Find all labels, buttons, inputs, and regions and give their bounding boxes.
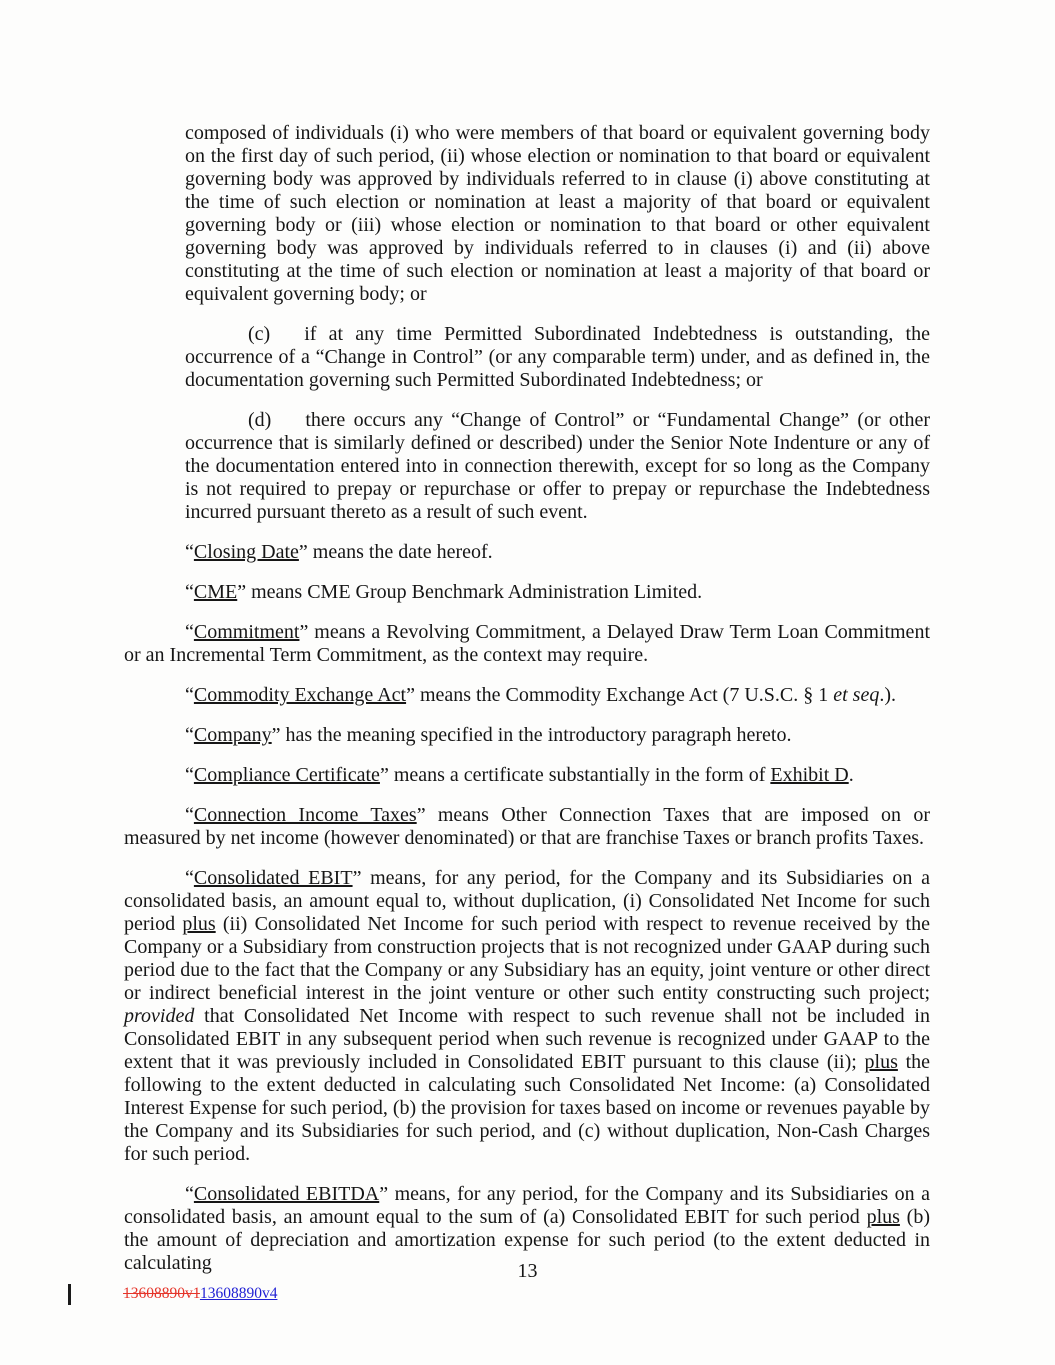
paragraph-clause-c [185, 323, 930, 392]
text-run: “ [185, 621, 194, 643]
text-run: Commodity Exchange Act [193, 684, 407, 706]
text-run: “ [185, 804, 194, 826]
text-run: plus [182, 913, 216, 935]
text-run: “ [185, 764, 194, 786]
text-run: CME [193, 581, 238, 603]
text-run: ” means, for any period, for the Company and its Subsidiaries on a consolidated basis, an amount equal to, without duplication, (i) Consolidated Net Income for such period [124, 867, 930, 935]
text-run: composed of individuals (i) who were members of that board or equivalent governing body on the first day of such period, (ii) whose election or nomination to that board or equivalent governing body was approved by individuals referred to in clause (i) above constituting at the time of such election or nomination at least a majority of that board or equivalent governing body or (iii) whose election or nomination to that board or other equivalent governing body was approved by individuals referred to in clauses (i) and (ii) above constituting at the time of such election or nomination at least a majority of that board or equivalent governing body; or [185, 122, 930, 305]
text-run: . [848, 764, 854, 786]
text-run: “ [185, 684, 194, 706]
definition-cme [124, 581, 930, 604]
text-run: ” means a Revolving Commitment, a Delayed Draw Term Loan Commitment or an Incremental Term Commitment, as the context may require. [124, 621, 930, 666]
definition-connection-income-taxes [124, 804, 930, 850]
text-run: that Consolidated Net Income with respect to such revenue shall not be included in Consolidated EBIT in any subsequent period when such revenue is recognized under GAAP to the extent that it was previously included in Consolidated EBIT pursuant to this clause (ii); [124, 1005, 930, 1073]
text-run: if at any time Permitted Subordinated Indebtedness is outstanding, the occurrence of a “Change in Control” (or any comparable term) under, and as defined in, the documentation governing such Permitted Subordinated Indebtedness; or [185, 323, 930, 391]
text-run: ” means a certificate substantially in the form of [379, 764, 771, 786]
paragraph-clause-d [185, 409, 930, 524]
footer-version-redline [123, 1284, 277, 1303]
text-run: ” means Other Connection Taxes that are imposed on or measured by net income (however denominated) or that are franchise Taxes or branch profits Taxes. [124, 804, 930, 849]
text-run: Commitment [193, 621, 300, 643]
text-run: ” means the date hereof. [298, 541, 493, 563]
change-bar [68, 1284, 71, 1305]
text-run: (c) [248, 323, 271, 345]
text-run: plus [864, 1051, 898, 1073]
inserted-version-text: 13608890v4 [199, 1285, 278, 1302]
document-body [124, 122, 930, 1292]
text-run: Exhibit D [770, 764, 849, 786]
text-run: Connection Income Taxes [193, 804, 417, 826]
text-run: the following to the extent deducted in calculating such Consolidated Net Income: (a) Consolidated Interest Expense for such period, (b) the provision for taxes based on income or revenues payable by the Company and its Subsidiaries for such period, and (c) without duplication, Non-Cash Charges for such period. [124, 1051, 931, 1165]
definition-consolidated-ebit [124, 867, 930, 1166]
text-run: ” means the Commodity Exchange Act (7 U.S.C. § 1 [406, 684, 834, 706]
text-run: ” means, for any period, for the Company and its Subsidiaries on a consolidated basis, an amount equal to the sum of (a) Consolidated EBIT for such period [124, 1183, 931, 1228]
text-run: Consolidated EBIT [193, 867, 353, 889]
text-run: Compliance Certificate [193, 764, 380, 786]
text-run: “ [185, 1183, 194, 1205]
text-run: “ [185, 581, 194, 603]
definition-compliance-certificate [124, 764, 930, 787]
text-run: (ii) Consolidated Net Income for such period with respect to revenue received by the Company or a Subsidiary from construction projects that is not recognized under GAAP during such period due to the fact that the Company or any Subsidiary has an equity, joint venture or other direct or indirect beneficial interest in the joint venture or other such entity constructing such project; [124, 913, 930, 1004]
text-run: et seq [833, 684, 880, 706]
definition-commitment [124, 621, 930, 667]
text-run: “ [185, 867, 194, 889]
text-run: ” has the meaning specified in the introductory paragraph hereto. [271, 724, 792, 746]
text-run: ” means CME Group Benchmark Administration Limited. [237, 581, 703, 603]
deleted-version-text: 13608890v1 [123, 1285, 200, 1302]
text-run: .). [879, 684, 897, 706]
text-run: Company [193, 724, 272, 746]
definition-closing-date [124, 541, 930, 564]
text-run: provided [124, 1005, 195, 1027]
text-run: plus [866, 1206, 900, 1228]
text-run: (b) the amount of depreciation and amortization expense for such period (to the extent deducted in calculating [124, 1206, 930, 1274]
text-run: Closing Date [193, 541, 299, 563]
definition-company [124, 724, 930, 747]
text-run: “ [185, 724, 194, 746]
text-run: there occurs any “Change of Control” or “Fundamental Change” (or other occurrence that is similarly defined or described) under the Senior Note Indenture or any of the documentation entered into in connection therewith, except for so long as the Company is not required to prepay or repurchase or offer to prepay or repurchase the Indebtedness incurred pursuant thereto as a result of such event. [185, 409, 930, 523]
definition-commodity-exchange-act [124, 684, 930, 707]
page-number: 13 [517, 1260, 538, 1282]
text-run: Consolidated EBITDA [193, 1183, 380, 1205]
text-run: “ [185, 541, 194, 563]
paragraph-clause-b-continuation [185, 122, 930, 306]
text-run: (d) [248, 409, 272, 431]
